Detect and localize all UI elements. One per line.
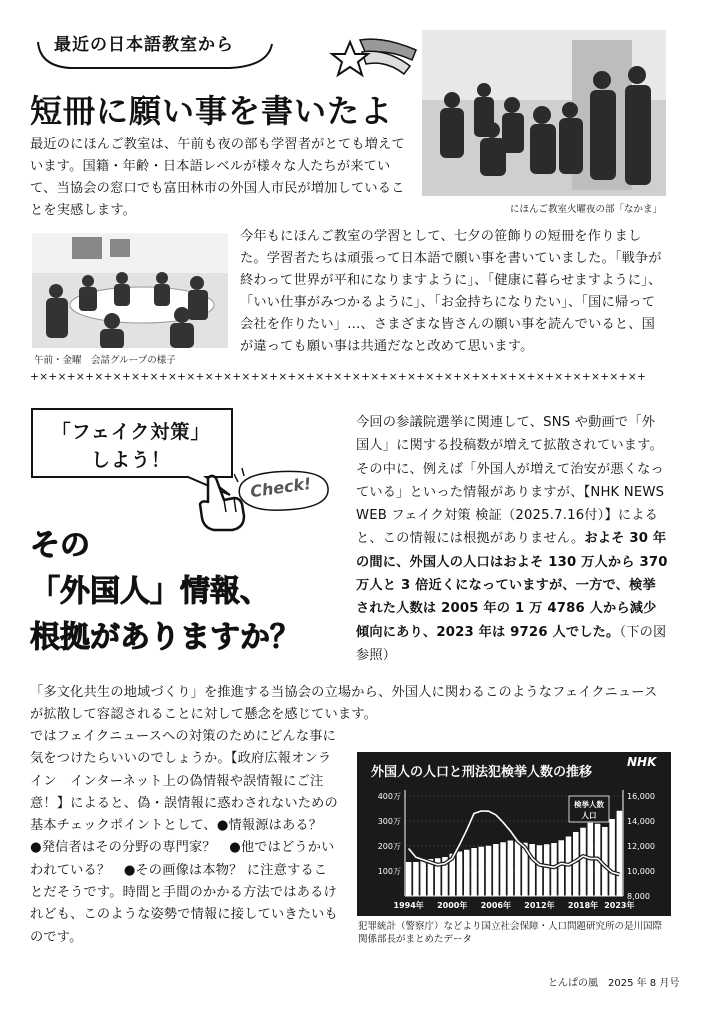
check-badge	[234, 466, 334, 516]
legend-arrests: 検挙人数	[574, 800, 604, 809]
y-right-tick-label: 14,000	[627, 817, 655, 826]
x-tick-label: 2012年	[524, 901, 555, 910]
photo2-caption: 午前・金曜 会話グループの様子	[34, 355, 176, 366]
x-tick-label: 2006年	[480, 901, 511, 910]
bar-population	[508, 841, 514, 897]
section1-headline: 短冊に願い事を書いたよ	[30, 92, 394, 130]
bar-population	[544, 844, 550, 896]
right-text-tail: （下の図参照）	[356, 624, 667, 663]
right-text-plain: 今回の参議院選挙に関連して、SNS や動画で「外国人」に関する投稿数が増えて拡散されています。その中に、例えば「外国人が増えて治安が悪くなっている」といった情報がありますが、【NHK NEWS WEB フェイク対策 検証（2025.7.16付）】によると、この情報には根拠がありません。	[356, 415, 665, 547]
bar-population	[617, 811, 623, 896]
bar-population	[558, 840, 564, 896]
y-right-tick-label: 12,000	[627, 842, 655, 851]
bubble-line1: 「フェイク対策」	[51, 421, 211, 443]
bubble-line2: しよう！	[90, 449, 171, 471]
section2-right-text	[356, 411, 668, 667]
bar-population	[609, 819, 615, 896]
bar-population	[551, 843, 557, 896]
check-label: Check!	[248, 473, 313, 502]
section1-paragraph2: 今年もにほんご教室の学習として、七夕の笹飾りの短冊を作りました。学習者たちは頑張って日本語で願い事を書いていました。「戦争が終わって世界が平和になりますように」、「健康に暮らせますように」、「いい仕事がみつかるように」、「お金持ちになりたい」、「国に帰って会社を作りたい」…、さまざまな皆さんの願い事を読んでいると、国が違っても願い事は共通だなと改めて思います。	[240, 229, 662, 354]
bar-population	[486, 846, 492, 896]
chart-panel	[357, 752, 671, 916]
bar-population	[420, 861, 426, 897]
chart-title: 外国人の人口と刑法犯検挙人数の推移	[371, 765, 593, 780]
classroom-group-photo	[422, 30, 666, 196]
bar-population	[537, 845, 543, 896]
chart-caption: 犯罪統計（警察庁）などより国立社会保障・人口問題研究所の是川国際関係部長がまとめたデータ	[358, 921, 663, 945]
section2-headline-line2: 「外国人」情報、	[30, 574, 270, 609]
x-tick-label: 2023年	[604, 901, 635, 910]
chart-svg	[357, 752, 671, 916]
section2-headline-line1: その	[30, 528, 90, 563]
y-left-tick-label: 200万	[377, 842, 401, 851]
section-tag-label: 最近の日本語教室から	[54, 35, 234, 55]
y-left-tick-label: 100万	[377, 867, 401, 876]
bar-population	[493, 844, 499, 896]
legend-population: 人口	[581, 811, 597, 820]
conversation-group-photo	[32, 233, 228, 348]
divider: +×+×+×+×+×+×+×+×+×+×+×+×+×+×+×+×+×+×+×+×+×+×+×+×+×+×+×+×+×+×+×+×+×+	[30, 371, 647, 383]
y-left-tick-label: 400万	[377, 792, 401, 801]
bar-population	[406, 862, 412, 896]
section2-full-text: 「多文化共生の地域づくり」を推進する当協会の立場から、外国人に関わるこのようなフェイクニュースが拡散して容認されることに対して懸念を感じています。	[30, 685, 658, 722]
x-tick-label: 2018年	[567, 901, 599, 910]
section-tag	[30, 28, 280, 72]
bar-population	[515, 841, 521, 896]
section2-left-text: ではフェイクニュースへの対策のためにどんな事に気をつけたらいいのでしょうか。【政府広報オンライン インターネット上の偽情報や誤情報にご注意！】によると、偽・誤情報に惑わされないための基本チェックポイントとして、●情報源はある？ ●発信者はその分野の専門家？ ●他ではどうかいわれている？ ●その画像は本物？ に注意することだそうです。時間と手間のかかる方法ではあるけれども、このような姿勢で情報に接していきたいものです。	[30, 729, 338, 945]
bar-population	[580, 828, 586, 896]
x-tick-label: 2000年	[437, 901, 468, 910]
bar-population	[479, 847, 485, 896]
bar-population	[413, 862, 419, 896]
y-right-tick-label: 10,000	[627, 867, 655, 876]
x-tick-label: 1994年	[393, 901, 424, 910]
bar-population	[500, 842, 506, 896]
section2-headline-line3: 根拠がありますか？	[30, 620, 300, 655]
bar-population	[529, 844, 535, 896]
right-text-bold: およそ 30 年の間に、外国人の人口はおよそ 130 万人から 370 万人と 3 倍近くになっていますが、一方で、検挙された人数は 2005 年の 1 万 4786 人から減少傾向にあり、2023 年は 9726 人でした。	[356, 531, 668, 640]
nhk-logo: NHK	[627, 755, 657, 769]
photo1-caption: にほんご教室火曜夜の部「なかま」	[510, 204, 663, 215]
y-right-tick-label: 16,000	[627, 792, 655, 801]
bar-population	[457, 852, 463, 897]
bar-population	[471, 848, 477, 896]
footer: とんぱの風 2025 年 8 月号	[548, 978, 680, 989]
y-right-tick-label: 8,000	[627, 892, 650, 901]
bar-population	[464, 850, 470, 896]
section1-intro: 最近のにほんご教室は、午前も夜の部も学習者がとても増えています。国籍・年齢・日本語レベルが様々な人たちが来ていて、当協会の窓口でも富田林市の外国人市民が増加していることを実感します。	[30, 137, 405, 218]
y-left-tick-label: 300万	[377, 817, 401, 826]
shooting-star-icon	[328, 30, 418, 92]
